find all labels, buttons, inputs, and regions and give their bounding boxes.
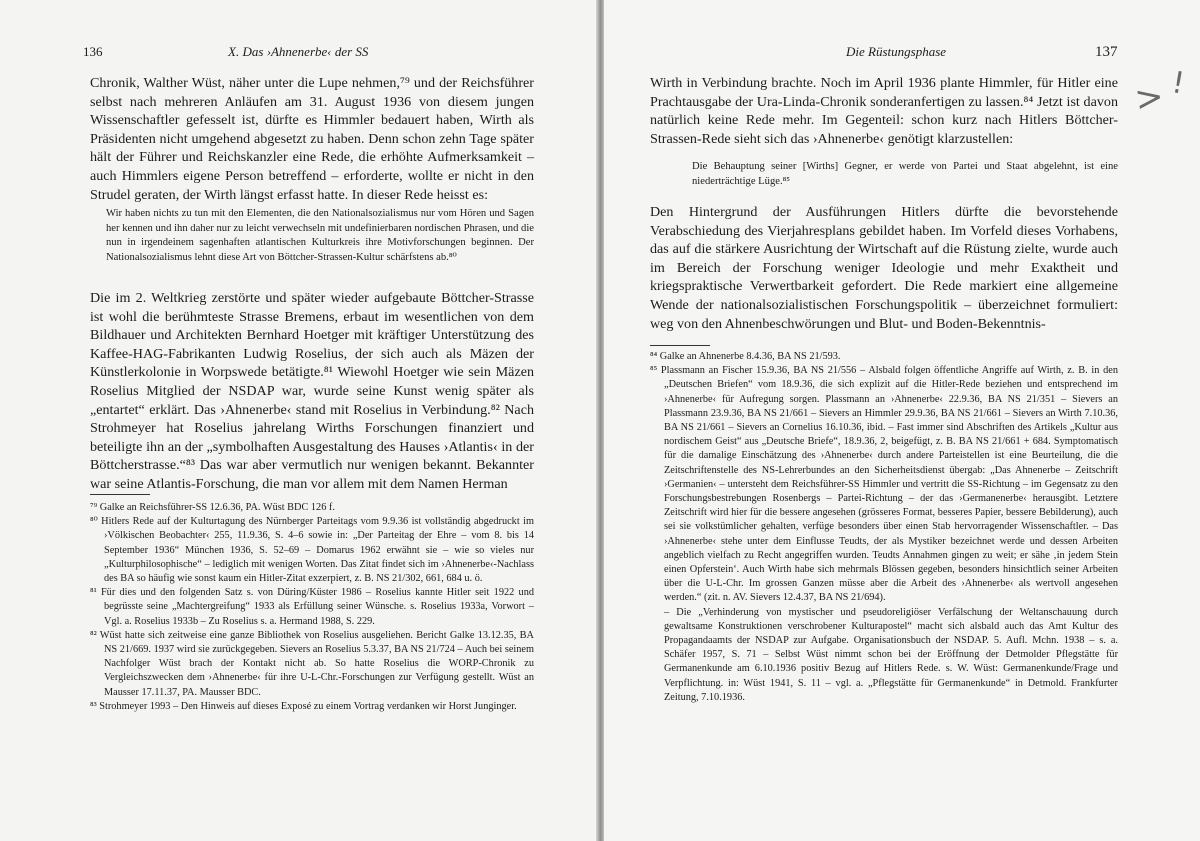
right-body-bottom: Den Hintergrund der Ausführungen Hitlers dürfte die bevorstehende Verabschiedung des Vierjahresplans gebildet haben. Im Vorfeld dieses Vorhabens, das auf die stärkere Ausrichtung der Wirtschaft auf die Rüstung zielte, wurde auch im Bereich der Forschung weniger Ideologie und mehr Exaktheit und kriegspraktische Verwertbarkeit gefordert. Die Rede markiert eine allgemeine Wende der nationalsozialistischen Forschungspolitik – überzeichnet formuliert: weg von den Ahnenbeschwörungen und Blut- und Boden-Bekenntnis- bbox=[650, 204, 1118, 332]
right-block-quote: Die Behauptung seiner [Wirths] Gegner, er werde von Partei und Staat abgelehnt, ist eine niederträchtige Lüge.⁸⁵ bbox=[692, 161, 1118, 187]
footnote-84: ⁸⁴ Galke an Ahnenerbe 8.4.36, BA NS 21/593. bbox=[650, 351, 841, 362]
right-footnote-rule bbox=[650, 345, 710, 346]
right-running-head: Die Rüstungsphase bbox=[846, 44, 947, 59]
handwritten-exclamation-mark: ! bbox=[1169, 65, 1187, 102]
footnote-83: ⁸³ Strohmeyer 1993 – Den Hinweis auf dieses Exposé zu einem Vortrag verdanken wir Horst Junginger. bbox=[90, 700, 517, 712]
right-page bbox=[604, 0, 1200, 841]
left-footnote-rule bbox=[90, 494, 150, 495]
left-block-quote: Wir haben nichts zu tun mit den Elementen, die den Nationalsozialismus nur vom Hören und Sagen her kennen und ihn daher nur zu leicht verwechseln mit undefinierbaren nordischen Phrasen, und die nun in irgendeinem sagenhaften atlantischen Kulturkreis ihre Motivforschungen beginnen. Der Nationalsozialismus lehnt diese Art von Böttcher-Strassen-Kultur schärfstens ab.⁸⁰ bbox=[106, 208, 534, 264]
left-body-bottom: Die im 2. Weltkrieg zerstörte und später wieder aufgebaute Böttcher-Strasse ist wohl die berühmteste Strasse Bremens, erbaut im wesentlichen von dem Bildhauer und Architekten Bernhard Hoetger mit kräftiger Unterstützung des Kaffee-HAG-Fabrikanten Ludwig Roselius, der sich auch als Mäzen der Künstlerkolonie in Worpswede betätigte.⁸¹ Wiewohl Hoetger wie sein Mäzen Roselius Mitglied der NSDAP war, wurde seine Kunst wenig später als „entartet“ erklärt. Das ›Ahnenerbe‹ stand mit Roselius in Verbindung.⁸² Nach Strohmeyer hat Roselius jahrelang Wirths Forschungen finanziert und beteiligte ihn an der „symbolhaften Ausgestaltung des Hauses ›Atlantis‹ in der Böttcherstrasse.“⁸³ Das war aber vermutlich nur wenigen bekannt. Bekannter war seine Atlantis-Forschung, die man vor allem mit dem Namen Herman bbox=[90, 290, 534, 492]
right-body-top: Wirth in Verbindung brachte. Noch im April 1936 plante Himmler, für Hitler eine Prachtausgabe der Ura-Linda-Chronik sonderanfertigen zu lassen.⁸⁴ Jetzt ist davon natürlich keine Rede mehr. Im Gegenteil: schon kurz nach Hitlers Böttcher-Strassen-Rede sieht sich das ›Ahnenerbe‹ genötigt klarzustellen: bbox=[650, 75, 1118, 147]
left-body-top: Chronik, Walther Wüst, näher unter die Lupe nehmen,⁷⁹ und der Reichsführer selbst nach mehreren Anläufen am 31. August 1936 von diesem jungen Wissenschaftler gefesselt ist, dürfte es Himmler bedauert haben, Wirth als Präsidenten nicht umgehend abgesetzt zu haben. Denn schon zehn Tage später hält der Führer und Reichskanzler eine Rede, die erhöhte Aufmerksamkeit – auch Himmlers eigene Person betreffend – erforderte, wollte er nicht in den Strudel geraten, der Wirth längst erfasst hatte. In dieser Rede heisst es: bbox=[90, 75, 534, 203]
handwritten-angle-mark: > bbox=[1132, 76, 1167, 120]
left-page bbox=[0, 0, 598, 841]
footnote-82: ⁸² Wüst hatte sich zeitweise eine ganze Bibliothek von Roselius ausgeliehen. Bericht Galke 13.12.35, BA NS 21/669. 1937 wird sie zurückgegeben. Sievers an Roselius 5.3.37, BA NS 21/724 – Auch bei seinem Nachfolger Wüst brach der Kontakt nicht ab. So hatte Roselius die WORP-Chronik zu Vergleichszwecken dem ›Ahnenerbe‹ für ihre U-L-Chr.-Forschungen zur Verfügung gestellt. Wüst an Mausser 17.11.37, PA. Mausser BDC. bbox=[90, 629, 534, 698]
footnote-85: ⁸⁵ Plassmann an Fischer 15.9.36, BA NS 21/556 – Alsbald folgen öffentliche Angriffe auf Wirth, z. B. in den „Deutschen Briefen“ vom 18.9.36, die sich explizit auf die Hitler-Rede beziehen und entsprechend im ›Ahnenerbe‹ für Aufregung sorgen. Plassmann an ›Ahnenerbe‹ 22.9.36, BA NS 21/351 – Sievers an Plassmann 23.9.36, BA NS 21/661 – Sievers an Himmler 29.9.36, BA NS 21/661 – Sievers an Wirth 7.10.36, BA NS 21/661 – Sievers an Cornelius 16.10.36, ibid. – Fast immer sind Abschriften des Artikels „Kultur aus nordischem Geist“ aus „Deutsche Briefe“, 18.9.36, 2, beigefügt, z. B. BA NS 21/661 + 684. Symptomatisch für die damalige Einschätzung des ›Ahnenerbe‹ durch andere Parteistellen ist eine Beurteilung, die die Zeitschriftenstelle des NS-Lehrerbundes an den Sicherheitsdienst übergab: „Das Ahnenerbe – Zeitschrift ›Germanien‹ – untersteht dem Reichsführer-SS Himmler und vertritt die SS-Richtung – im Gegensatz zu den Forschungsbestrebungen Rosenbergs – Partei-Richtung – der das ›Germanenerbe‹ herausgibt. Letztere Zeitschrift wird hier für die bessere angesehen (grösseres Format, besseres Papier, bessere Bebilderung), auch sei sie volkstümlicher gehalten, verfüge besonders über einen Stab hervorragender Wissenschaftler. – Das ›Ahnenerbe‹ stehe unter dem Einflusse Teudts, der als Mystiker bezeichnet werde und dessen Arbeiten angeblich vielfach zu Recht angegriffen wurden. Teudts Annahmen gingen zu weit; er sähe ‚in jedem Stein einen Opferstein‘. Auch Wirth habe sich mehrmals Blössen gegeben, besonders hinsichtlich seiner Arbeiten über die U-L-Chr. Im grossen Ganzen müsse aber die Arbeit des ›Ahnenerbe‹ als wertvoll angesehen werden.“ (zit. n. AV. Sievers 12.4.37, BA NS 21/694). bbox=[650, 365, 1118, 604]
right-footnotes bbox=[650, 350, 1118, 705]
left-page-number: 136 bbox=[83, 44, 103, 59]
footnote-79: ⁷⁹ Galke an Reichsführer-SS 12.6.36, PA. Wüst BDC 126 f. bbox=[90, 502, 335, 513]
footnote-81: ⁸¹ Für dies und den folgenden Satz s. von Düring/Küster 1986 – Roselius kannte Hitler seit 1922 und begrüsste seine „Machtergreifung“ 1933 als Erfüllung seiner Wünsche. s. Roselius 1933a, Vorwort – Vgl. a. Roselius 1933b – Zu Roselius s. a. Hermand 1988, S. 229. bbox=[90, 587, 534, 627]
left-running-head: X. Das ›Ahnenerbe‹ der SS bbox=[228, 44, 369, 59]
right-page-number: 137 bbox=[1095, 44, 1118, 60]
left-footnotes bbox=[90, 501, 534, 714]
footnote-80: ⁸⁰ Hitlers Rede auf der Kulturtagung des Nürnberger Parteitags vom 9.9.36 ist vollständig abgedruckt im ›Völkischen Beobachter‹ 255, 11.9.36, S. 4–6 sowie in: „Der Parteitag der Ehre – vom 8. bis 14 September 1936“ München 1936, S. 52–69 – Domarus 1962 erwähnt sie – wie so vieles nur „Kulturphilosophische“ – lediglich mit wenigen Worten. Das Zitat findet sich im ›Ahnenerbe‹-Nachlass des BA so häufig wie sonst kaum ein Hitler-Zitat exzerpiert, z. B. NS 21/302, 661, 684 u. ö. bbox=[90, 516, 534, 585]
footnote-85-continuation: – Die „Verhinderung von mystischer und pseudoreligiöser Verfälschung der Weltanschauung durch gewaltsame Konstruktionen verschrobener Kulturapostel“ macht sich alsbald auch das Amt Kultur des Propagandaamts der NSDAP zur Aufgabe. Organisationsbuch der NSDAP. 5. Aufl. Mchn. 1938 – s. a. Schäfer 1957, S. 71 – Selbst Wüst nimmt schon bei der Eröffnung der Detmolder Pflegstätte für Germanenkunde am 6.10.1936 positiv Bezug auf Hitlers Rede. s. W. Wüst: Germanenkunde/Frage und Verpflichtung. in: Wüst 1941, S. 11 – vgl. a. „Pflegstätte für Germanenkunde“ in Detmold. Frankfurter Zeitung, 7.10.1936. bbox=[664, 606, 1118, 703]
